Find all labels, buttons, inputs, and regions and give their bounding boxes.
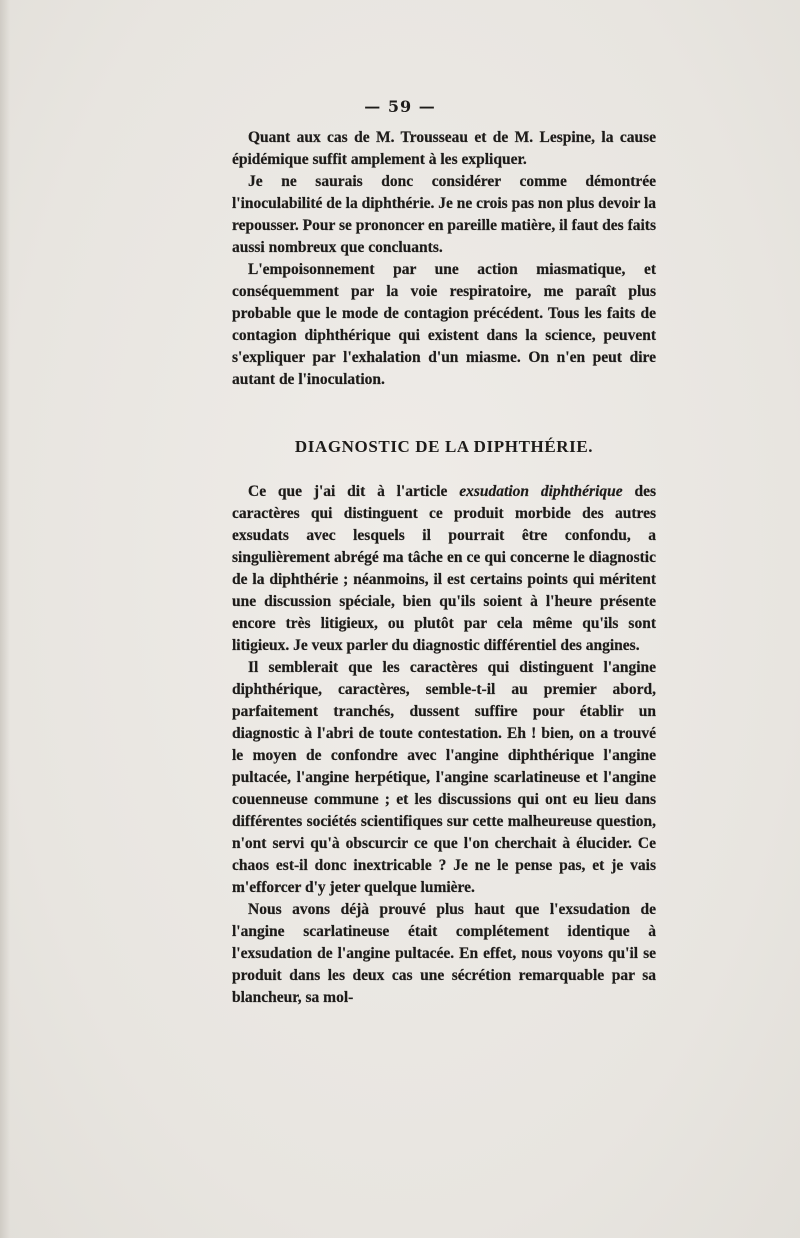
section-heading: DIAGNOSTIC DE LA DIPHTHÉRIE. [294, 437, 594, 456]
text-block-top [232, 127, 656, 391]
paragraph-epidemic-cause: Quant aux cas de M. Trousseau et de M. Lespine, la cause épidémique suffit amplement à les expliquer. [232, 129, 656, 168]
paragraph-diagnostic-intro [232, 481, 656, 657]
paragraph-diagnostic-intro-start: Ce que j'ai dit à l'article [248, 483, 460, 500]
italic-term: exsudation diphthérique [459, 483, 623, 500]
page-number: — 59 — [364, 97, 436, 116]
paragraph-inoculability: Je ne saurais donc considérer comme démontrée l'inoculabilité de la diphthérie. Je ne crois pas non plus devoir la repousser. Pour se prononcer en pareille matière, il faut des faits aussi nombreux que concluants. [232, 173, 657, 256]
paragraph-diagnostic-intro-rest: des caractères qui distinguent ce produit morbide des autres exsudats avec lesquels il pourrait être confondu, a singulièrement abrégé ma tâche en ce qui concerne le diagnostic de la diphthérie ; néanmoins, il est certains points qui méritent une discussion spéciale, bien qu'ils soient à l'heure présente encore très litigieux, ou plutôt par cela même qu'ils sont litigieux. Je veux parler du diagnostic différentiel des angines. [232, 483, 656, 654]
paragraph-miasmatic-action: L'empoisonnement par une action miasmatique, et conséquemment par la voie respiratoire, me paraît plus probable que le mode de contagion précédent. Tous les faits de contagion diphthérique qui existent dans la science, peuvent s'expliquer par l'exhalation d'un miasme. On n'en peut dire autant de l'inoculation. [232, 261, 656, 388]
text-block-bottom [232, 481, 656, 1009]
page-spine-shadow [0, 0, 10, 1238]
paragraph-scarlatina-exudation: Nous avons déjà prouvé plus haut que l'exsudation de l'angine scarlatineuse était complétement identique à l'exsudation de l'angine pultacée. En effet, nous voyons qu'il se produit dans les deux cas une sécrétion remarquable par sa blancheur, sa mol- [232, 901, 656, 1006]
paragraph-angina-confusion: Il semblerait que les caractères qui distinguent l'angine diphthérique, caractères, semble-t-il au premier abord, parfaitement tranchés, dussent suffire pour établir un diagnostic à l'abri de toute contestation. Eh ! bien, on a trouvé le moyen de confondre avec l'angine diphthérique l'angine pultacée, l'angine herpétique, l'angine scarlatineuse et l'angine couenneuse commune ; et les discussions qui ont eu lieu dans différentes sociétés scientifiques sur cette malheureuse question, n'ont servi qu'à obscurcir ce que l'on cherchait à élucider. Ce chaos est-il donc inextricable ? Je ne le pense pas, et je vais m'efforcer d'y jeter quelque lumière. [232, 659, 656, 896]
